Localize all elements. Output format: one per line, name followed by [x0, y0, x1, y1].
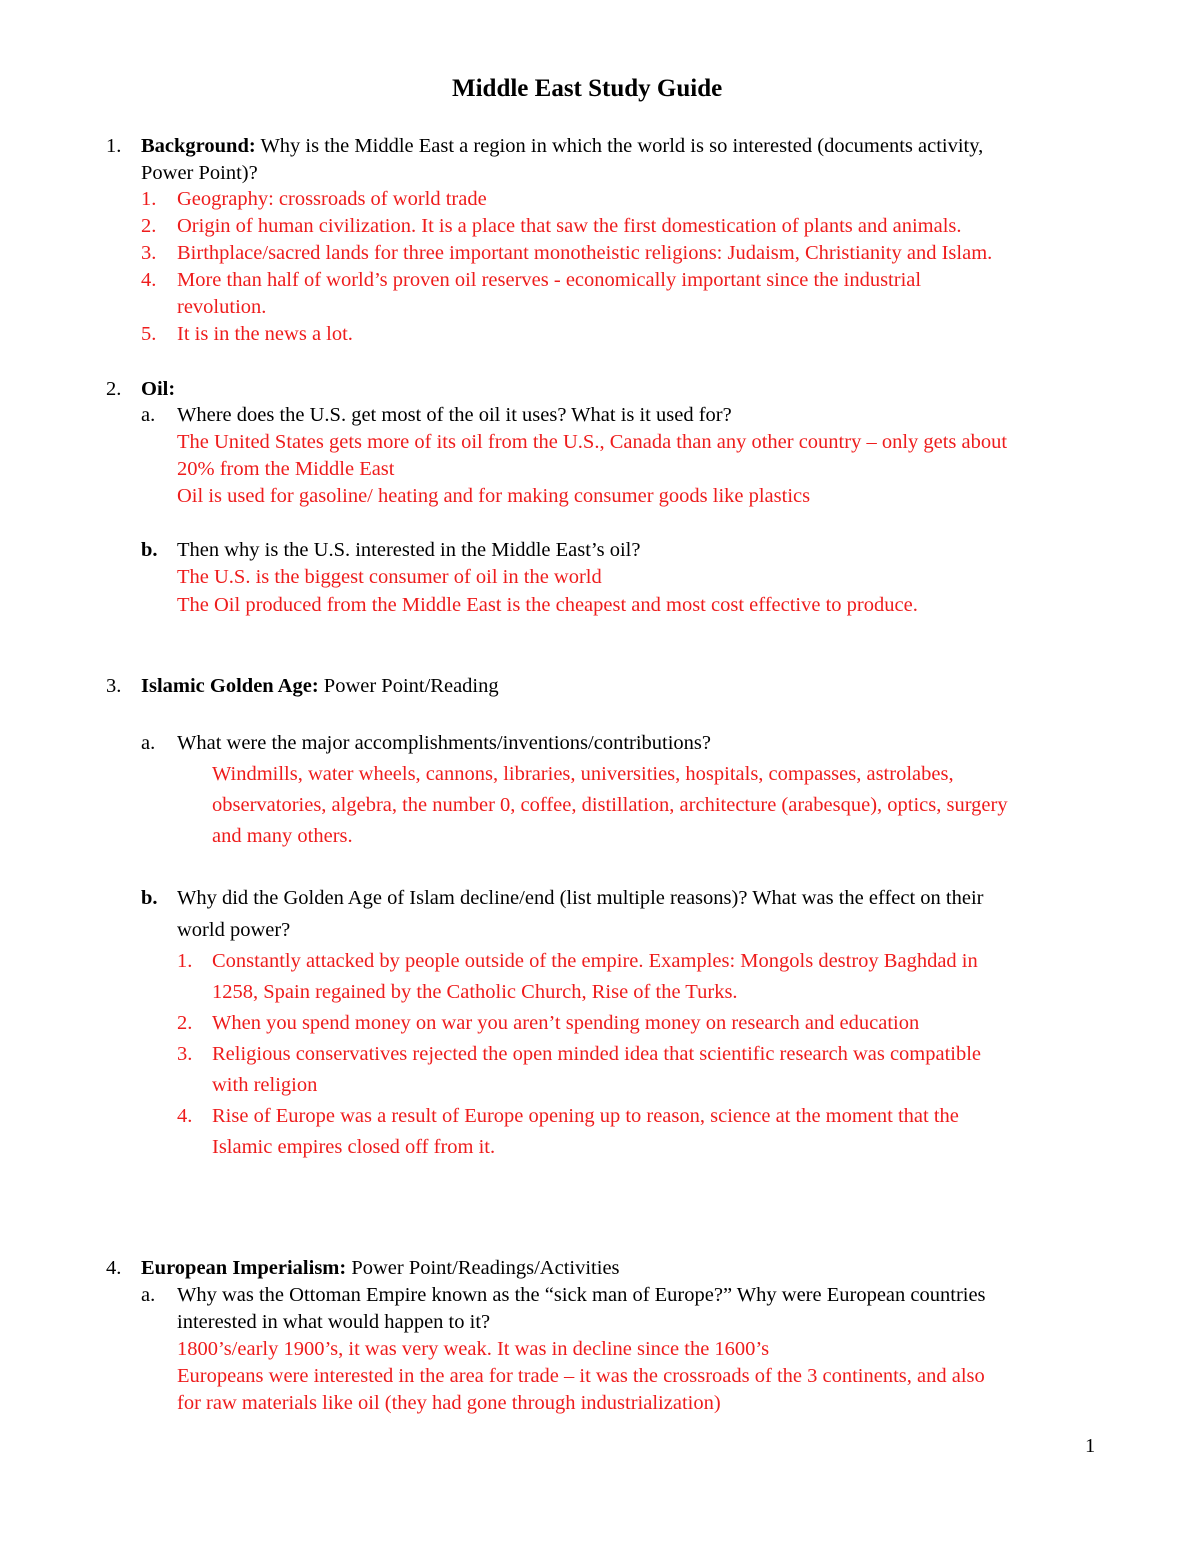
q1-number: 1.: [106, 135, 122, 157]
q1-answer-continued: revolution.: [177, 296, 267, 318]
q3-label: Islamic Golden Age:: [141, 675, 319, 697]
q2b-letter: b.: [141, 539, 158, 561]
q1-answer-number: 2.: [141, 215, 157, 237]
q1-answer-number: 1.: [141, 188, 157, 210]
q3b-question-line2: world power?: [177, 919, 291, 941]
q3-heading-rest: Power Point/Reading: [323, 675, 499, 697]
q2b-question: Then why is the U.S. interested in the Middle East’s oil?: [177, 539, 641, 561]
q1-question-text: Why is the Middle East a region in which the world is so interested (documents activity,: [260, 135, 984, 157]
q2a-letter: a.: [141, 404, 156, 426]
q1-answer: More than half of world’s proven oil reserves - economically important since the industrial: [177, 269, 922, 291]
q3b-answer-continued: Islamic empires closed off from it.: [212, 1136, 496, 1158]
q1-question-line2: Power Point)?: [141, 162, 258, 184]
q4-label: European Imperialism:: [141, 1257, 347, 1279]
q3-number: 3.: [106, 675, 122, 697]
q3b-answer-number: 4.: [177, 1105, 193, 1127]
q3b-answer-continued: with religion: [212, 1074, 318, 1096]
q1-answer: Geography: crossroads of world trade: [177, 188, 487, 210]
q1-question: [141, 136, 983, 157]
q4-number: 4.: [106, 1257, 122, 1279]
q3a-answer: Windmills, water wheels, cannons, libraries, universities, hospitals, compasses, astrolabes,: [212, 763, 954, 785]
q3b-question: Why did the Golden Age of Islam decline/end (list multiple reasons)? What was the effect on their: [177, 887, 984, 909]
q3b-answer: Religious conservatives rejected the open minded idea that scientific research was compatible: [212, 1043, 982, 1065]
q4a-answer: 1800’s/early 1900’s, it was very weak. It was in decline since the 1600’s: [177, 1338, 770, 1360]
q1-answer-number: 4.: [141, 269, 157, 291]
q4-heading-rest: Power Point/Readings/Activities: [351, 1257, 620, 1279]
q2a-answer: 20% from the Middle East: [177, 458, 395, 480]
page-title: Middle East Study Guide: [452, 75, 723, 102]
q3a-answer: and many others.: [212, 825, 353, 847]
q1-answer: It is in the news a lot.: [177, 323, 353, 345]
q1-answer: Birthplace/sacred lands for three important monotheistic religions: Judaism, Christianity and Islam.: [177, 242, 993, 264]
q3a-answer: observatories, algebra, the number 0, coffee, distillation, architecture (arabesque), optics, surgery: [212, 794, 1008, 816]
q2a-question: Where does the U.S. get most of the oil it uses? What is it used for?: [177, 404, 732, 426]
q1-label: Background:: [141, 135, 256, 157]
q1-answer: Origin of human civilization. It is a place that saw the first domestication of plants and animals.: [177, 215, 962, 237]
q3a-question: What were the major accomplishments/inventions/contributions?: [177, 732, 712, 754]
q4a-letter: a.: [141, 1284, 156, 1306]
q2-label: Oil:: [141, 378, 176, 400]
q3b-answer: When you spend money on war you aren’t spending money on research and education: [212, 1012, 920, 1034]
q3b-answer: Constantly attacked by people outside of the empire. Examples: Mongols destroy Baghdad in: [212, 950, 978, 972]
q4-heading: [141, 1258, 620, 1279]
q3b-answer-number: 1.: [177, 950, 193, 972]
q1-answer-number: 5.: [141, 323, 157, 345]
q2a-answer: The United States gets more of its oil from the U.S., Canada than any other country – only gets about: [177, 431, 1008, 453]
q3b-answer-continued: 1258, Spain regained by the Catholic Church, Rise of the Turks.: [212, 981, 738, 1003]
q3b-answer: Rise of Europe was a result of Europe opening up to reason, science at the moment that the: [212, 1105, 959, 1127]
q3-heading: [141, 676, 499, 697]
q4a-question: Why was the Ottoman Empire known as the “sick man of Europe?” Why were European countries: [177, 1284, 986, 1306]
q3a-letter: a.: [141, 732, 156, 754]
q1-answer-number: 3.: [141, 242, 157, 264]
q4a-question-line2: interested in what would happen to it?: [177, 1311, 491, 1333]
q4a-answer: Europeans were interested in the area for trade – it was the crossroads of the 3 continents, and also: [177, 1365, 985, 1387]
q2a-answer: Oil is used for gasoline/ heating and for making consumer goods like plastics: [177, 485, 811, 507]
q3b-answer-number: 3.: [177, 1043, 193, 1065]
q4a-answer: for raw materials like oil (they had gone through industrialization): [177, 1392, 721, 1414]
q3b-letter: b.: [141, 887, 158, 909]
q2b-answer: The U.S. is the biggest consumer of oil in the world: [177, 566, 602, 588]
q3b-answer-number: 2.: [177, 1012, 193, 1034]
q2b-answer: The Oil produced from the Middle East is the cheapest and most cost effective to produce.: [177, 594, 918, 616]
q2-number: 2.: [106, 378, 122, 400]
page-number: 1: [1085, 1435, 1096, 1457]
